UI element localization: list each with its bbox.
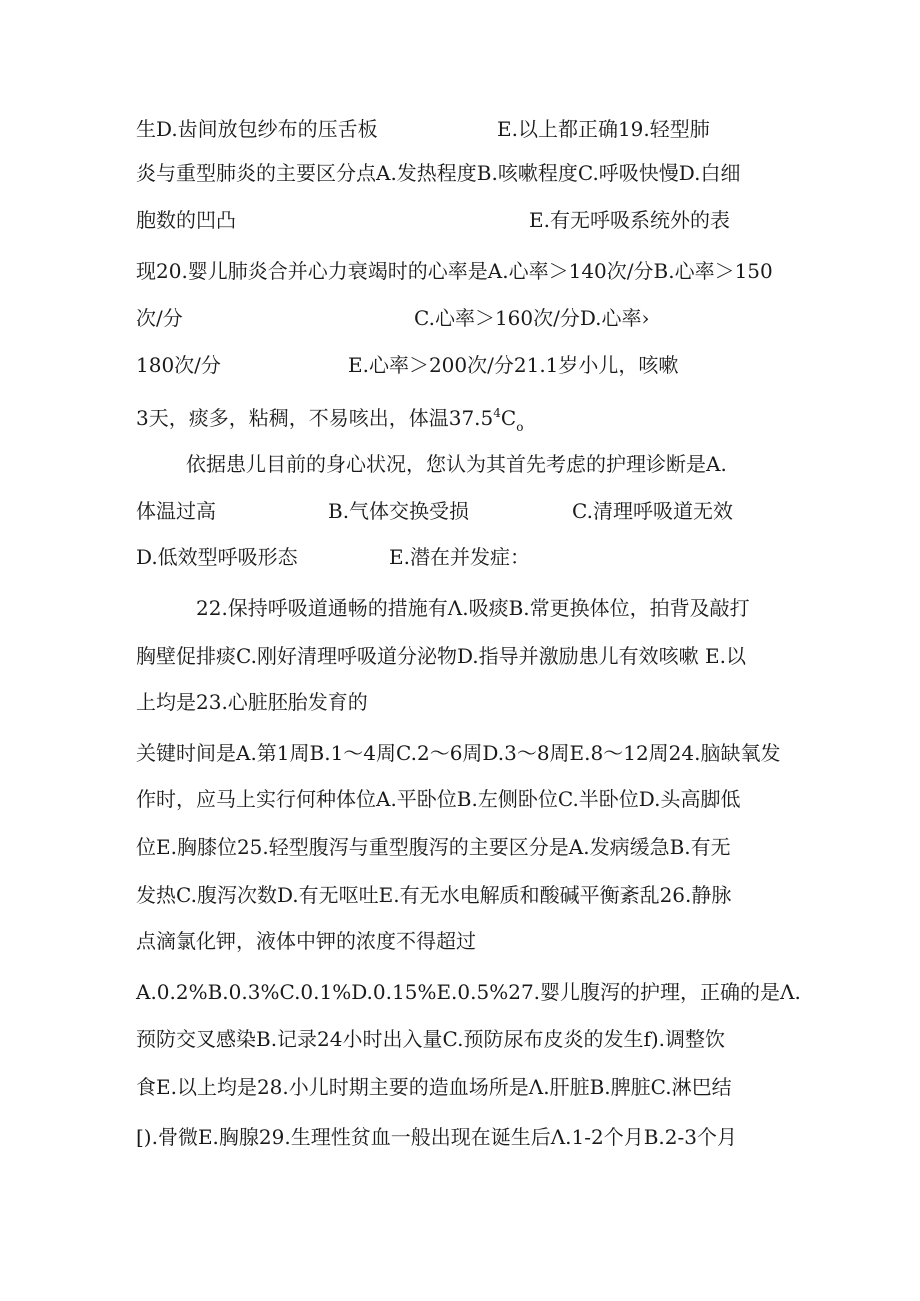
text-line-13 [0,687,920,717]
text-segment: 胸壁促排痰C.刚好清理呼吸道分泌物D.指导并激励患儿有效咳嗽 E.以 [136,644,746,668]
text-segment: 预防交叉感染B.记录24小时出入量C.预防尿布皮炎的发生f).调整饮 [136,1027,726,1051]
text-segment: 炎与重型肺炎的主要区分点A.发热程度B.咳嗽程度C.呼吸快慢D.白细 [136,161,741,185]
text-segment: 180次/分 [136,353,221,377]
text-segment: 体温过高 [136,499,216,523]
text-line-22 [0,1122,920,1152]
text-line-2 [0,158,920,188]
superscript-text: 4 [493,406,501,420]
text-segment: C.心率＞160次/分D.心率› [414,306,650,330]
text-line-1 [0,114,920,144]
text-segment: C.清理呼吸道无效 [572,499,733,523]
text-segment: B.气体交换受损 [328,499,470,523]
text-segment: E.以上都正确19.轻型肺 [497,117,710,141]
text-segment: [).骨微E.胸腺29.生理性贫血一般出现在诞生后Λ.1-2个月B.2-3个月 [136,1125,737,1149]
text-line-14 [0,738,920,768]
text-line-5 [0,303,920,333]
text-segment: E.心率＞200次/分21.1岁小儿，咳嗽 [348,353,679,377]
text-segment: 胞数的凹凸 [136,208,236,232]
text-segment [136,398,523,442]
text-segment: 现20.婴儿肺炎合并心力衰竭时的心率是A.心率＞140次/分B.心率＞150 [136,259,773,283]
text-line-12 [0,641,920,671]
text-segment: E.有无呼吸系统外的表 [529,208,730,232]
text-segment: A.0.2%B.0.3%C.0.1%D.0.15%E.0.5%27.婴儿腹泻的护理，正确的是Λ. [136,980,801,1004]
text-line-16 [0,832,920,862]
text-segment: 点滴氯化钾，液体中钾的浓度不得超过 [136,929,476,953]
text-segment: 依据患儿目前的身心状况，您认为其首先考虑的护理诊断是A. [186,452,727,476]
text-line-19 [0,977,920,1007]
text-segment: 关键时间是A.第1周B.1～4周C.2～6周D.3～8周E.8～12周24.脑缺氧发 [136,741,781,765]
text-line-10 [0,542,920,572]
text-segment: 次/分 [136,306,183,330]
text-segment: 22.保持呼吸道通畅的措施有Λ.吸痰B.常更换体位，拍背及敲打 [196,596,750,620]
text-segment: 位E.胸膝位25.轻型腹泻与重型腹泻的主要区分是A.发病缓急B.有无 [136,835,731,859]
text-line-3 [0,205,920,235]
text-line-17 [0,880,920,910]
text-line-15 [0,784,920,814]
text-line-8 [0,449,920,479]
subscript-text: o [516,420,524,434]
text-line-18 [0,926,920,956]
text-line-6 [0,350,920,380]
text-segment: 上均是23.心脏胚胎发育的 [136,690,368,714]
text-line-11 [0,593,920,623]
temperature-text: 3天，痰多，粘稠，不易咳出，体温37.5 [136,406,494,430]
text-segment: E.潜在并发症： [389,545,530,569]
text-segment: 食E.以上均是28.小儿时期主要的造血场所是Λ.肝脏B.脾脏C.淋巴结 [136,1075,732,1099]
unit-text: C [500,406,517,430]
text-line-9 [0,496,920,526]
text-line-4 [0,256,920,286]
text-line-20 [0,1024,920,1054]
text-line-21 [0,1072,920,1102]
text-segment: 作时，应马上实行何种体位A.平卧位B.左侧卧位C.半卧位D.头高脚低 [136,787,741,811]
text-line-7 [0,398,920,434]
text-segment: 发热C.腹泻次数D.有无呕吐E.有无水电解质和酸碱平衡紊乱26.静脉 [136,883,732,907]
text-segment: D.低效型呼吸形态 [136,545,298,569]
text-segment: 生D.齿间放包纱布的压舌板 [136,117,378,141]
